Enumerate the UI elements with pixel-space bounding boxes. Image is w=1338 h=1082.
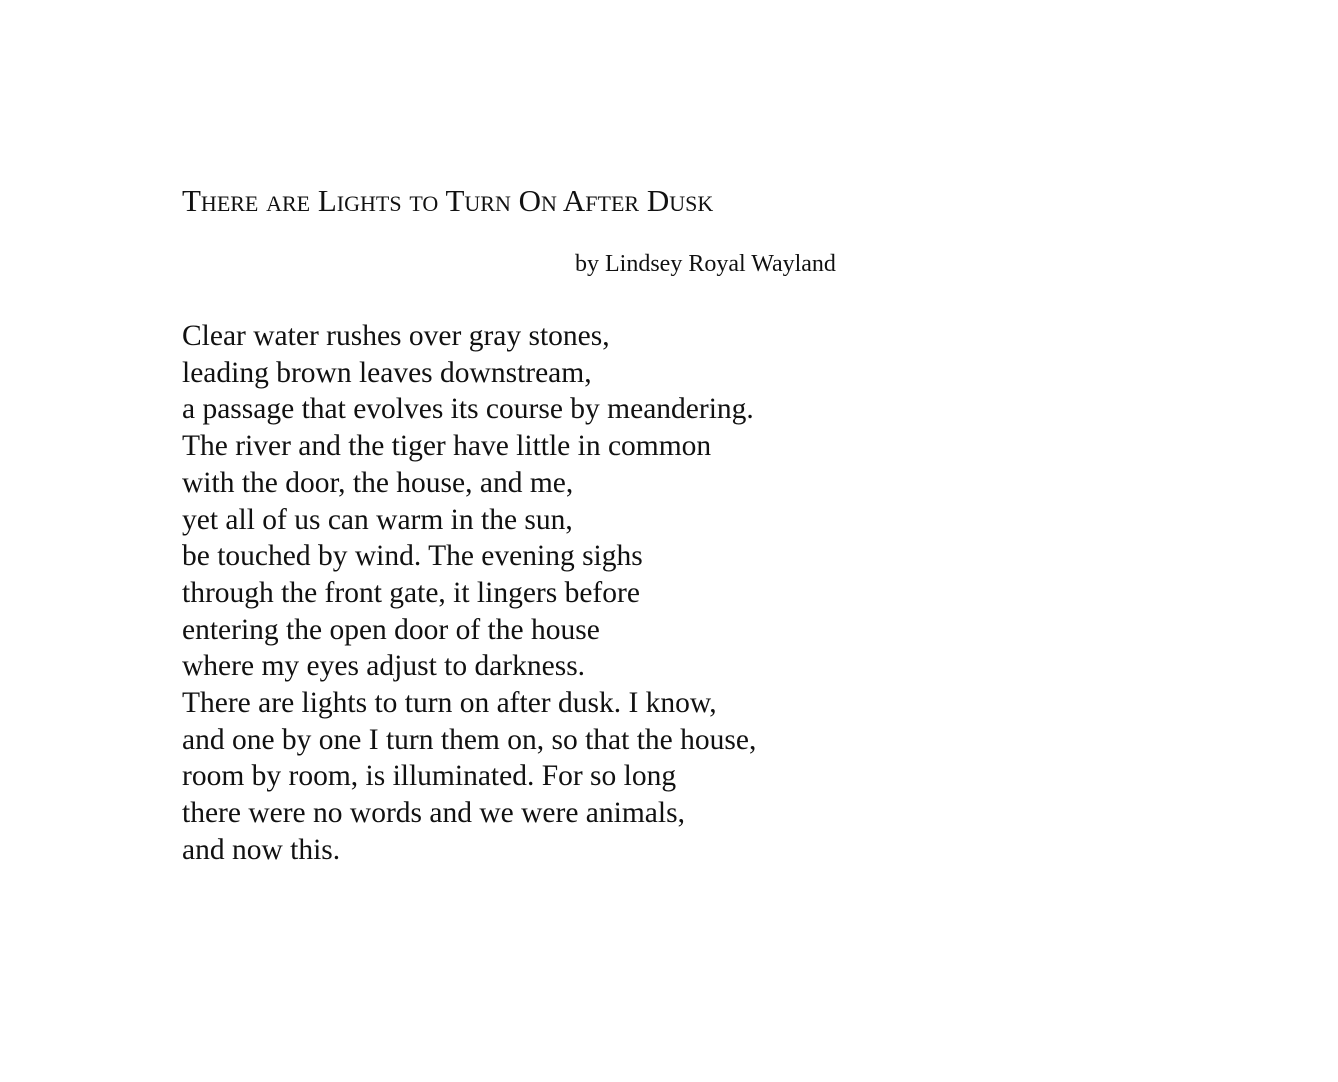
poem-line: yet all of us can warm in the sun, bbox=[182, 503, 573, 536]
poem-line: Clear water rushes over gray stones, bbox=[182, 320, 610, 352]
poem-line: There are lights to turn on after dusk. I know, bbox=[182, 687, 717, 720]
poem-line: with the door, the house, and me, bbox=[182, 466, 574, 499]
poem-line: room by room, is illuminated. For so long bbox=[182, 760, 677, 793]
poem-body bbox=[182, 318, 756, 869]
poem-line: The river and the tiger have little in common bbox=[182, 430, 712, 463]
poem-line: and one by one I turn them on, so that the house, bbox=[182, 723, 757, 756]
poem-line: through the front gate, it lingers before bbox=[182, 576, 640, 609]
poem-line: be touched by wind. The evening sighs bbox=[182, 540, 643, 573]
poem-title: There are Lights to Turn On After Dusk bbox=[182, 183, 714, 218]
poem-line: entering the open door of the house bbox=[182, 613, 600, 646]
poem-line: there were no words and we were animals, bbox=[182, 797, 685, 830]
poem-line: and now this. bbox=[182, 833, 341, 866]
poem-line: a passage that evolves its course by meandering. bbox=[182, 393, 754, 426]
poem-line: where my eyes adjust to darkness. bbox=[182, 650, 586, 683]
poem-line: leading brown leaves downstream, bbox=[182, 356, 592, 389]
poem-byline: by Lindsey Royal Wayland bbox=[575, 251, 836, 277]
